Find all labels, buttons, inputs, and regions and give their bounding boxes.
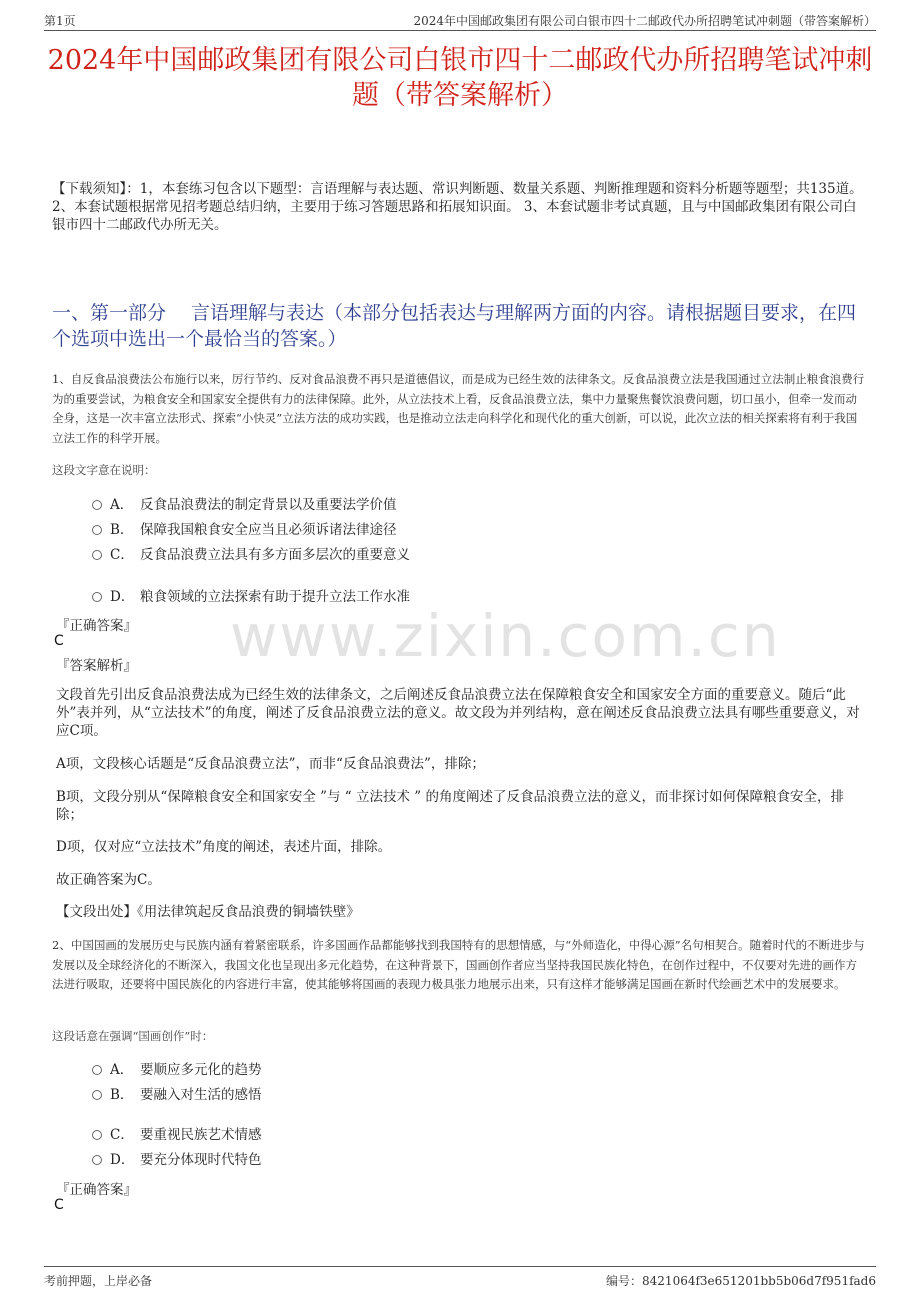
- radio-icon[interactable]: [92, 1090, 102, 1100]
- question-1-option-c[interactable]: C． 反食品浪费立法具有多方面多层次的重要意义: [92, 546, 410, 564]
- footer-slogan: 考前押题，上岸必备: [44, 1274, 153, 1288]
- question-1-option-d[interactable]: D． 粮食领域的立法探索有助于提升立法工作水准: [92, 588, 410, 606]
- question-2-text: 2、中国国画的发展历史与民族内涵有着紧密联系，许多国画作品都能够找到我国特有的思想情感，与“外师造化，中得心源”名句相契合。随着时代的不断进步与发展以及全球经济化的不断深入，我国文化也呈现出多元化趋势，在这种背景下，国画创作者应当坚持我国民族化特色，在创作过程中，不仅要对先进的画作方法进行吸取，还要将中国民族化的内容进行丰富，使其能够将国画的表现力极具张力地展示出来，只有这样才能够满足国画在新时代绘画艺术中的发展要求。: [52, 938, 865, 991]
- analysis-paragraph: B项，文段分别从“保障粮食安全和国家安全 ”与 “ 立法技术 ” 的角度阐述了反食品浪费立法的意义，而非探讨如何保障粮食安全，排除；: [56, 789, 844, 823]
- question-2-option-a[interactable]: A． 要顺应多元化的趋势: [92, 1061, 262, 1079]
- radio-icon[interactable]: [92, 550, 102, 560]
- text-source: 【文段出处】《用法律筑起反食品浪费的铜墙铁壁》: [56, 904, 360, 920]
- question-1-option-a[interactable]: A． 反食品浪费法的制定背景以及重要法学价值: [92, 496, 397, 514]
- question-2-answer: C: [54, 1197, 64, 1213]
- question-1-answer: C: [54, 633, 64, 649]
- question-1-answer-label: 『正确答案』: [56, 618, 137, 634]
- question-2-answer-label: 『正确答案』: [56, 1182, 137, 1198]
- radio-icon[interactable]: [92, 1155, 102, 1165]
- radio-icon[interactable]: [92, 525, 102, 535]
- question-1-text: 1、自反食品浪费法公布施行以来，厉行节约、反对食品浪费不再只是道德倡议，而是成为已经生效的法律条文。反食品浪费立法是我国通过立法制止粮食浪费行为的重要尝试，为粮食安全和国家安全提供有力的法律保障。此外，从立法技术上看，反食品浪费立法，集中力量聚焦餐饮浪费问题，切口虽小，但牵一发而动全身，这是一次丰富立法形式、探索“小快灵”立法方法的成功实践，也是推动立法走向科学化和现代化的重大创新，可以说，此次立法的相关探索将有利于我国立法工作的科学开展。: [52, 372, 865, 445]
- footer-divider: [44, 1266, 876, 1267]
- header-divider: [44, 30, 876, 31]
- radio-icon[interactable]: [92, 1065, 102, 1075]
- question-2-prompt: 这段话意在强调“国画创作”时：: [52, 1029, 214, 1043]
- watermark: www.zixin.com.cn: [230, 602, 781, 670]
- question-2-option-b[interactable]: B． 要融入对生活的感悟: [92, 1086, 262, 1104]
- footer-document-id: 编号：8421064f3e651201bb5b06d7f951fad6: [606, 1274, 876, 1288]
- radio-icon[interactable]: [92, 500, 102, 510]
- radio-icon[interactable]: [92, 1130, 102, 1140]
- question-1-option-b[interactable]: B． 保障我国粮食安全应当且必须诉诸法律途径: [92, 521, 397, 539]
- analysis-paragraph: A项，文段核心话题是“反食品浪费立法”，而非“反食品浪费法”，排除；: [56, 756, 485, 772]
- header-document-title: 2024年中国邮政集团有限公司白银市四十二邮政代办所招聘笔试冲刺题（带答案解析）: [413, 14, 876, 28]
- analysis-paragraph: 文段首先引出反食品浪费法成为已经生效的法律条文，之后阐述反食品浪费立法在保障粮食安全和国家安全方面的重要意义。随后“此外”表并列，从“立法技术”的角度，阐述了反食品浪费立法的意义。故文段为并列结构，意在阐述反食品浪费立法具有哪些重要意义，对应C项。: [56, 687, 860, 739]
- question-1-analysis-label: 『答案解析』: [56, 658, 137, 674]
- section-heading: 一、第一部分 言语理解与表达（本部分包括表达与理解两方面的内容。请根据题目要求，在四个选项中选出一个最恰当的答案。）: [52, 302, 857, 350]
- document-title: 2024年中国邮政集团有限公司白银市四十二邮政代办所招聘笔试冲刺题（带答案解析）: [47, 45, 873, 111]
- analysis-paragraph: 故正确答案为C。: [56, 872, 161, 888]
- header-page-number: 第1页: [44, 14, 76, 28]
- question-2-option-d[interactable]: D． 要充分体现时代特色: [92, 1151, 262, 1169]
- question-1-prompt: 这段文字意在说明：: [52, 463, 156, 477]
- question-2-option-c[interactable]: C． 要重视民族艺术情感: [92, 1126, 262, 1144]
- radio-icon[interactable]: [92, 592, 102, 602]
- analysis-paragraph: D项，仅对应“立法技术”角度的阐述，表述片面，排除。: [56, 839, 392, 855]
- download-notice: 【下载须知】：1，本套练习包含以下题型：言语理解与表达题、常识判断题、数量关系题、判断推理题和资料分析题等题型；共135道。 2、本套试题根据常见招考题总结归纳，主要用于练习答题思路和拓展知识面。 3、本套试题非考试真题，且与中国邮政集团有限公司白银市四十二邮政代办所无关。: [52, 181, 863, 233]
